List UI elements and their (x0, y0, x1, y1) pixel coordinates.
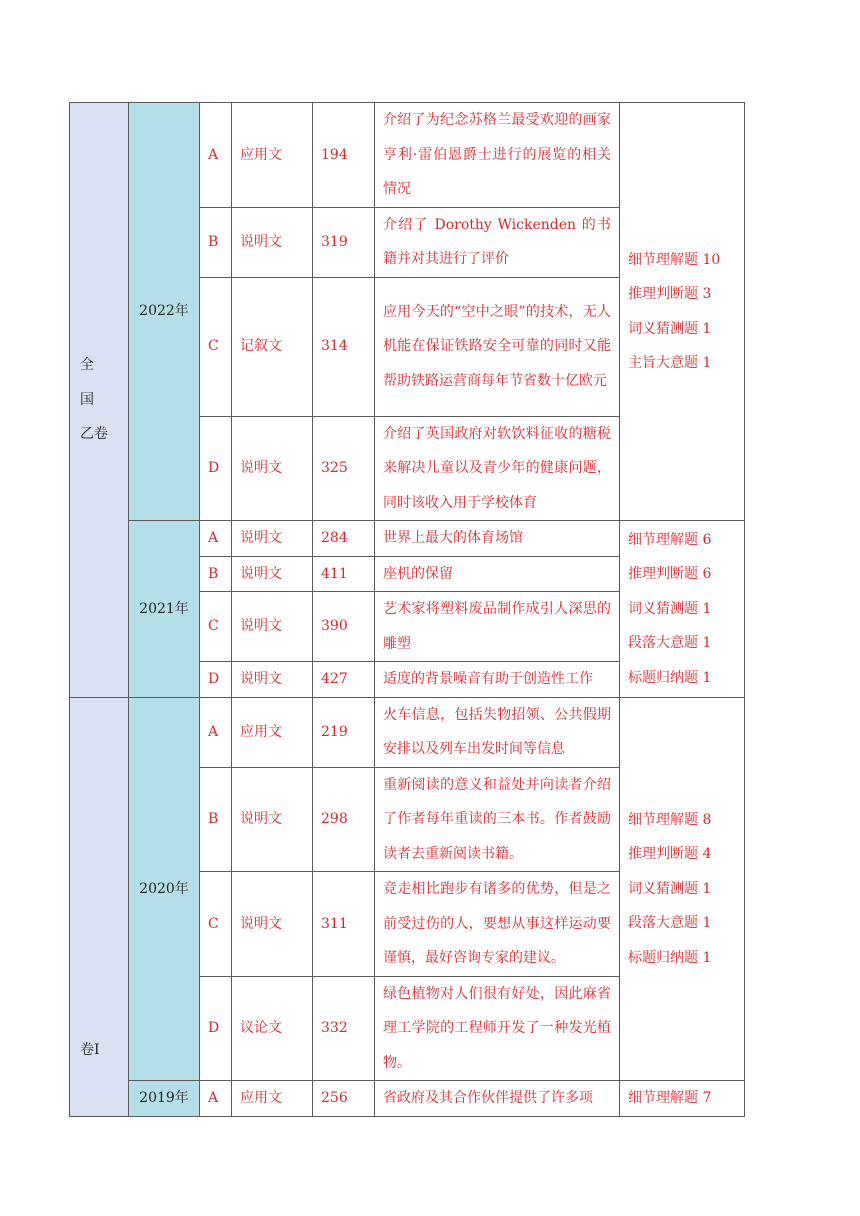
question-types: 细节理解题 8 推理判断题 4 词义猜测题 1 段落大意题 1 标题归纳题 1 (620, 697, 745, 1081)
passage-genre: 说明文 (232, 416, 313, 521)
exam-table (69, 102, 745, 1117)
passage-summary: 重新阅读的意义和益处并向读者介绍了作者每年重读的三本书。作者鼓励读者去重新阅读书籍。 (375, 767, 620, 872)
passage-genre: 应用文 (232, 1081, 313, 1117)
group-label: 卷I (70, 697, 129, 1116)
passage-genre: 说明文 (232, 872, 313, 977)
word-count: 256 (313, 1081, 375, 1117)
passage-genre: 记叙文 (232, 277, 313, 416)
passage-summary: 介绍了英国政府对软饮料征收的糖税来解决儿童以及青少年的健康问题，同时该收入用于学校体育 (375, 416, 620, 521)
year-cell: 2020年 (129, 697, 200, 1081)
word-count: 219 (313, 697, 375, 767)
passage-letter: C (200, 592, 232, 662)
passage-letter: D (200, 662, 232, 698)
table-row (70, 697, 745, 767)
question-types: 细节理解题 10 推理判断题 3 词义猜测题 1 主旨大意题 1 (620, 103, 745, 521)
word-count: 332 (313, 976, 375, 1081)
passage-genre: 应用文 (232, 103, 313, 208)
passage-summary: 省政府及其合作伙伴提供了许多项 (375, 1081, 620, 1117)
passage-genre: 说明文 (232, 592, 313, 662)
passage-genre: 说明文 (232, 207, 313, 277)
year-cell: 2022年 (129, 103, 200, 521)
passage-genre: 议论文 (232, 976, 313, 1081)
word-count: 311 (313, 872, 375, 977)
passage-letter: D (200, 976, 232, 1081)
word-count: 325 (313, 416, 375, 521)
passage-letter: A (200, 103, 232, 208)
word-count: 298 (313, 767, 375, 872)
passage-summary: 介绍了 Dorothy Wickenden 的书籍并对其进行了评价 (375, 207, 620, 277)
passage-letter: D (200, 416, 232, 521)
passage-letter: C (200, 872, 232, 977)
passage-genre: 说明文 (232, 556, 313, 592)
passage-genre: 说明文 (232, 662, 313, 698)
passage-summary: 适度的背景噪音有助于创造性工作 (375, 662, 620, 698)
word-count: 284 (313, 521, 375, 557)
passage-summary: 应用今天的“空中之眼”的技术，无人机能在保证铁路安全可靠的同时又能帮助铁路运营商每年节省数十亿欧元 (375, 277, 620, 416)
passage-summary: 世界上最大的体育场馆 (375, 521, 620, 557)
passage-summary: 艺术家将塑料废品制作成引人深思的雕塑 (375, 592, 620, 662)
word-count: 314 (313, 277, 375, 416)
question-types: 细节理解题 6 推理判断题 6 词义猜测题 1 段落大意题 1 标题归纳题 1 (620, 521, 745, 698)
question-types: 细节理解题 7 (620, 1081, 745, 1117)
passage-summary: 介绍了为纪念苏格兰最受欢迎的画家亨利·雷伯恩爵士进行的展览的相关情况 (375, 103, 620, 208)
passage-summary: 竞走相比跑步有诸多的优势，但是之前受过伤的人，要想从事这样运动要谨慎，最好咨询专家的建议。 (375, 872, 620, 977)
passage-letter: A (200, 521, 232, 557)
passage-letter: B (200, 556, 232, 592)
passage-letter: A (200, 697, 232, 767)
passage-genre: 说明文 (232, 521, 313, 557)
word-count: 427 (313, 662, 375, 698)
table-row (70, 521, 745, 557)
passage-genre: 说明文 (232, 767, 313, 872)
passage-summary: 火车信息，包括失物招领、公共假期安排以及列车出发时间等信息 (375, 697, 620, 767)
passage-letter: C (200, 277, 232, 416)
group-label: 全 国 乙卷 (70, 103, 129, 698)
passage-summary: 绿色植物对人们很有好处，因此麻省理工学院的工程师开发了一种发光植物。 (375, 976, 620, 1081)
passage-letter: A (200, 1081, 232, 1117)
year-cell: 2021年 (129, 521, 200, 698)
passage-letter: B (200, 767, 232, 872)
passage-genre: 应用文 (232, 697, 313, 767)
word-count: 411 (313, 556, 375, 592)
word-count: 194 (313, 103, 375, 208)
table-row (70, 1081, 745, 1117)
passage-summary: 座机的保留 (375, 556, 620, 592)
year-cell: 2019年 (129, 1081, 200, 1117)
word-count: 390 (313, 592, 375, 662)
table-row (70, 103, 745, 208)
word-count: 319 (313, 207, 375, 277)
passage-letter: B (200, 207, 232, 277)
